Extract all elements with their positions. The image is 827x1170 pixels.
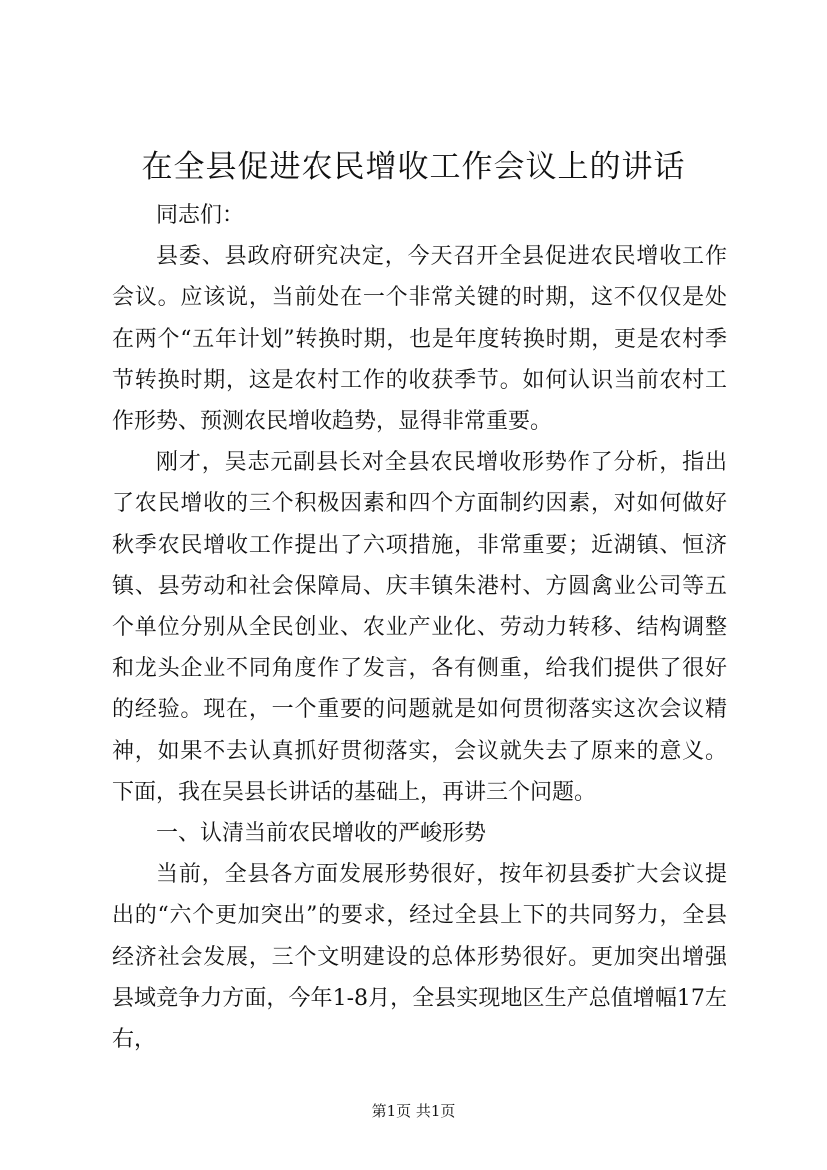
paragraph: 刚才，吴志元副县长对全县农民增收形势作了分析，指出了农民增收的三个积极因素和四个方面制约因素，对如何做好秋季农民增收工作提出了六项措施，非常重要；近湖镇、恒济镇、县劳动和社会保障局、庆丰镇朱港村、方圆禽业公司等五个单位分别从全民创业、农业产业化、劳动力转移、结构调整和龙头企业不同角度作了发言，各有侧重，给我们提供了很好的经验。现在，一个重要的问题就是如何贯彻落实这次会议精神，如果不去认真抓好贯彻落实，会议就失去了原来的意义。下面，我在吴县长讲话的基础上，再讲三个问题。 bbox=[112, 450, 727, 805]
section-heading: 一、认清当前农民增收的严峻形势 bbox=[156, 821, 487, 847]
document-body bbox=[112, 195, 727, 1060]
paragraph: 县委、县政府研究决定，今天召开全县促进农民增收工作会议。应该说，当前处在一个非常关键的时期，这不仅仅是处在两个“五年计划”转换时期，也是年度转换时期，更是农村季节转换时期，这是农村工作的收获季节。如何认识当前农村工作形势、预测农民增收趋势，显得非常重要。 bbox=[112, 244, 727, 435]
paragraph: 当前，全县各方面发展形势很好，按年初县委扩大会议提出的“六个更加突出”的要求，经过全县上下的共同努力，全县经济社会发展，三个文明建设的总体形势很好。更加突出增强县域竞争力方面，今年1-8月，全县实现地区生产总值增幅17左右， bbox=[112, 862, 727, 1053]
salutation: 同志们： bbox=[156, 203, 245, 228]
document-title: 在全县促进农民增收工作会议上的讲话 bbox=[141, 149, 686, 185]
page-footer: 第1页 共1页 bbox=[371, 1102, 456, 1120]
